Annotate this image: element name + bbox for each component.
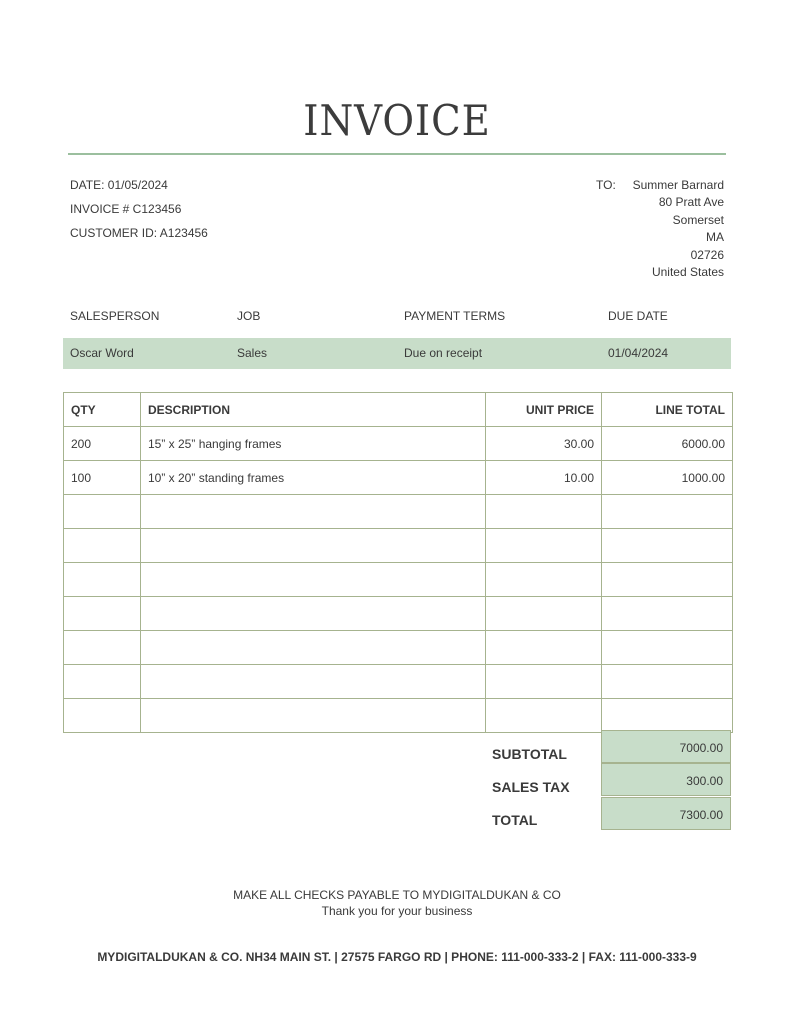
table-row	[64, 495, 733, 529]
description-cell	[141, 597, 486, 631]
table-header-row	[64, 393, 733, 427]
job-value: Sales	[237, 346, 268, 360]
payment-terms-value: Due on receipt	[404, 346, 483, 360]
recipient-state: MA	[706, 230, 724, 245]
customer-id: CUSTOMER ID: A123456	[70, 226, 208, 240]
salesperson-header: SALESPERSON	[70, 309, 160, 323]
recipient-country: United States	[651, 265, 724, 280]
invoice-date: DATE: 01/05/2024	[70, 178, 168, 192]
unit-price-header: UNIT PRICE	[486, 393, 602, 427]
subtotal-value: 7000.00	[601, 730, 731, 763]
qty-cell	[64, 665, 141, 699]
line-items-table	[63, 392, 733, 733]
line-total-cell	[602, 699, 733, 733]
qty-header: QTY	[64, 393, 141, 427]
unit-price-cell	[486, 529, 602, 563]
unit-price-cell	[486, 597, 602, 631]
subtotal-label: SUBTOTAL	[492, 746, 567, 762]
line-total-cell: 6000.00	[602, 427, 733, 461]
table-row	[64, 597, 733, 631]
line-total-cell	[602, 631, 733, 665]
qty-cell	[64, 699, 141, 733]
invoice-number: INVOICE # C123456	[70, 202, 182, 216]
description-cell	[141, 529, 486, 563]
description-cell	[141, 495, 486, 529]
table-row	[64, 631, 733, 665]
qty-cell	[64, 631, 141, 665]
due-date-value: 01/04/2024	[608, 346, 669, 360]
line-total-cell	[602, 563, 733, 597]
description-cell: 10” x 20” standing frames	[141, 461, 486, 495]
title-divider	[68, 153, 726, 155]
line-total-cell	[602, 495, 733, 529]
total-value: 7300.00	[601, 797, 731, 830]
table-row	[64, 461, 733, 495]
checks-payable-note: MAKE ALL CHECKS PAYABLE TO MYDIGITALDUKAN & CO	[233, 888, 561, 902]
table-row	[64, 427, 733, 461]
unit-price-cell	[486, 495, 602, 529]
recipient-zip: 02726	[690, 247, 724, 262]
line-total-cell	[602, 529, 733, 563]
job-header: JOB	[237, 309, 261, 323]
recipient-street: 80 Pratt Ave	[658, 195, 724, 210]
line-total-header: LINE TOTAL	[602, 393, 733, 427]
description-cell	[141, 665, 486, 699]
company-footer: MYDIGITALDUKAN & CO. NH34 MAIN ST. | 27575 FARGO RD | PHONE: 111-000-333-2 | FAX: 111-000-333-9	[97, 950, 697, 964]
salesperson-value: Oscar Word	[70, 346, 134, 360]
line-total-cell	[602, 665, 733, 699]
recipient-address	[633, 177, 724, 281]
unit-price-cell	[486, 631, 602, 665]
table-row	[64, 529, 733, 563]
invoice-title: INVOICE	[303, 96, 491, 145]
unit-price-cell	[486, 563, 602, 597]
table-row	[64, 665, 733, 699]
unit-price-cell: 30.00	[486, 427, 602, 461]
table-row	[64, 699, 733, 733]
recipient-name: Summer Barnard	[632, 178, 724, 192]
total-label: TOTAL	[492, 812, 538, 828]
qty-cell	[64, 529, 141, 563]
recipient-label: TO:	[596, 178, 616, 192]
qty-cell: 100	[64, 461, 141, 495]
description-header: DESCRIPTION	[141, 393, 486, 427]
description-cell	[141, 699, 486, 733]
unit-price-cell	[486, 699, 602, 733]
qty-cell	[64, 597, 141, 631]
unit-price-cell: 10.00	[486, 461, 602, 495]
sales-tax-value: 300.00	[601, 763, 731, 796]
description-cell	[141, 631, 486, 665]
due-date-header: DUE DATE	[608, 309, 668, 323]
description-cell: 15” x 25” hanging frames	[141, 427, 486, 461]
thank-you-note: Thank you for your business	[321, 904, 473, 918]
payment-terms-header: PAYMENT TERMS	[404, 309, 506, 323]
sales-tax-label: SALES TAX	[492, 779, 570, 795]
qty-cell	[64, 495, 141, 529]
qty-cell	[64, 563, 141, 597]
line-total-cell: 1000.00	[602, 461, 733, 495]
line-total-cell	[602, 597, 733, 631]
description-cell	[141, 563, 486, 597]
table-row	[64, 563, 733, 597]
recipient-city: Somerset	[672, 212, 724, 227]
qty-cell: 200	[64, 427, 141, 461]
unit-price-cell	[486, 665, 602, 699]
